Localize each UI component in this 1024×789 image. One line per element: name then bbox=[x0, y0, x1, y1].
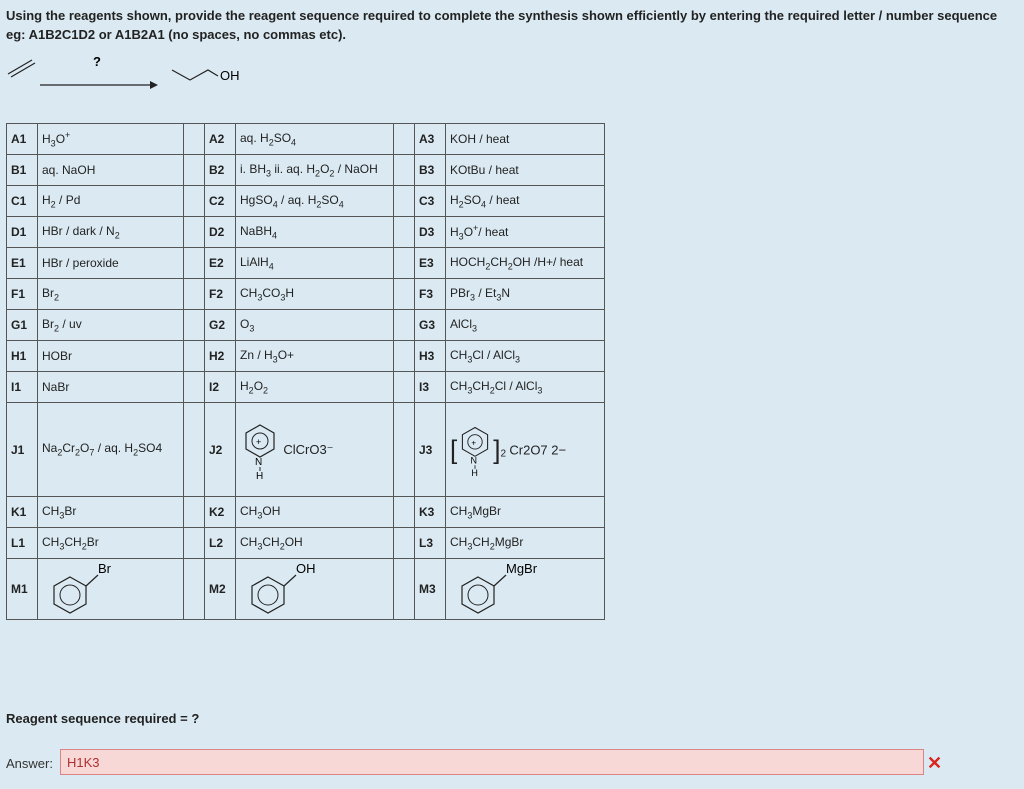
propanol-chain bbox=[172, 70, 218, 80]
table-row bbox=[7, 279, 605, 310]
reagent-code: I2 bbox=[205, 372, 236, 403]
svg-text:OH: OH bbox=[296, 561, 316, 576]
reagent-code: L1 bbox=[7, 528, 38, 559]
reagent-code: C3 bbox=[415, 186, 446, 217]
reagent-text: $HOCH_2CH_2OH$ /H+/ heat bbox=[446, 248, 605, 279]
reagent-text: NaBH$_4$ bbox=[236, 217, 394, 248]
reagent-text: $H_2SO_4$ / heat bbox=[446, 186, 605, 217]
table-row: M1 Br M2 OH M3 MgBr bbox=[7, 559, 605, 620]
svg-text:H: H bbox=[471, 467, 479, 478]
reagent-code: D2 bbox=[205, 217, 236, 248]
reagent-code: B2 bbox=[205, 155, 236, 186]
reagent-text: $Na_2Cr_2O_7$ / aq. $H_2SO4$ bbox=[38, 403, 184, 497]
reagent-text: $PBr_3 / Et_3N$ bbox=[446, 279, 605, 310]
reagent-code: B1 bbox=[7, 155, 38, 186]
reagent-text: $CH_3Br$ bbox=[38, 497, 184, 528]
reagent-text: $H_2$ / Pd bbox=[38, 186, 184, 217]
reagent-text: AlCl$_3$ bbox=[446, 310, 605, 341]
reagent-code: H3 bbox=[415, 341, 446, 372]
reagent-code: L3 bbox=[415, 528, 446, 559]
reagent-text: HBr / dark / $N_2$ bbox=[38, 217, 184, 248]
reagent-text: aq. $H_2SO_4$ bbox=[236, 124, 394, 155]
reagent-text: $H_3O^+$ bbox=[38, 124, 184, 155]
reagent-code: I3 bbox=[415, 372, 446, 403]
reagent-code: G2 bbox=[205, 310, 236, 341]
svg-text:H: H bbox=[256, 470, 264, 479]
incorrect-x-icon: ✕ bbox=[927, 753, 943, 773]
pyridinium-structure bbox=[457, 421, 493, 479]
reagent-code: K3 bbox=[415, 497, 446, 528]
table-row bbox=[7, 497, 605, 528]
svg-text:N: N bbox=[470, 455, 478, 465]
reagent-code: F2 bbox=[205, 279, 236, 310]
reagent-text: $CH_3OH$ bbox=[236, 497, 394, 528]
arrow-label: ? bbox=[93, 54, 101, 69]
reagent-code: B3 bbox=[415, 155, 446, 186]
reagent-code: I1 bbox=[7, 372, 38, 403]
reagent-text: $CH_3CH_2OH$ bbox=[236, 528, 394, 559]
benzene-structure bbox=[240, 561, 330, 617]
reagent-code: C2 bbox=[205, 186, 236, 217]
reagent-code: J1 bbox=[7, 403, 38, 497]
reagent-text: $CH_3CH_2Cl$ / AlCl$_3$ bbox=[446, 372, 605, 403]
reagent-code: G3 bbox=[415, 310, 446, 341]
reagent-text: KOH / heat bbox=[446, 124, 605, 155]
reagent-code: K1 bbox=[7, 497, 38, 528]
question-text: Using the reagents shown, provide the reagent sequence required to complete the synthesis shown efficiently by entering the required letter / number sequence eg: A1B2C1D2 or A1B2A1 (no spaces, no commas etc). bbox=[6, 8, 998, 42]
table-row bbox=[7, 248, 605, 279]
product-label: OH bbox=[220, 68, 240, 83]
reagent-code: D1 bbox=[7, 217, 38, 248]
reagent-text: $O_3$ bbox=[236, 310, 394, 341]
pyridinium-structure bbox=[240, 421, 280, 479]
reagent-code: G1 bbox=[7, 310, 38, 341]
reagent-text: NaBr bbox=[38, 372, 184, 403]
svg-text:+: + bbox=[256, 436, 262, 447]
reagent-text: aq. NaOH bbox=[38, 155, 184, 186]
reagent-code: A2 bbox=[205, 124, 236, 155]
reagent-code: A3 bbox=[415, 124, 446, 155]
table-row bbox=[7, 124, 605, 155]
table-row bbox=[7, 217, 605, 248]
reagent-code: F3 bbox=[415, 279, 446, 310]
reagent-code: D3 bbox=[415, 217, 446, 248]
reagent-text: HBr / peroxide bbox=[38, 248, 184, 279]
reagent-text: HgSO$_4$ / aq. $H_2SO_4$ bbox=[236, 186, 394, 217]
reagent-text: $H_2O_2$ bbox=[236, 372, 394, 403]
table-row: J1 $Na_2Cr_2O_7$ / aq. $H_2SO4$ J2 + N H ClCrO3⁻ J3 [ + N H ]$_2$ Cr2O7 2− bbox=[7, 403, 605, 497]
table-row bbox=[7, 186, 605, 217]
reagent-code: C1 bbox=[7, 186, 38, 217]
svg-text:MgBr: MgBr bbox=[506, 561, 538, 576]
reagent-text: $Br_2$ bbox=[38, 279, 184, 310]
table-row bbox=[7, 372, 605, 403]
reagent-code: H1 bbox=[7, 341, 38, 372]
reagent-text: $Br_2$ / uv bbox=[38, 310, 184, 341]
reaction-scheme bbox=[0, 52, 260, 102]
arrow-head bbox=[150, 81, 158, 89]
reagent-text: $Zn / H_3O+$ bbox=[236, 341, 394, 372]
reagent-code: A1 bbox=[7, 124, 38, 155]
sequence-prompt: Reagent sequence required = ? bbox=[6, 711, 200, 726]
reagent-text: LiAlH$_4$ bbox=[236, 248, 394, 279]
answer-input[interactable] bbox=[60, 749, 924, 775]
svg-text:Br: Br bbox=[98, 561, 111, 576]
reagent-text: $CH_3CH_2MgBr$ bbox=[446, 528, 605, 559]
reagent-text: $CH_3Cl$ / AlCl$_3$ bbox=[446, 341, 605, 372]
svg-text:+: + bbox=[471, 438, 477, 447]
reagents-table bbox=[6, 123, 605, 620]
reagent-code: F1 bbox=[7, 279, 38, 310]
benzene-structure bbox=[42, 561, 132, 617]
reagent-text: $CH_3MgBr$ bbox=[446, 497, 605, 528]
reagent-code: E1 bbox=[7, 248, 38, 279]
table-row bbox=[7, 155, 605, 186]
reagent-code: K2 bbox=[205, 497, 236, 528]
reagent-code: H2 bbox=[205, 341, 236, 372]
reagent-text: $H_3O^+/$ heat bbox=[446, 217, 605, 248]
reagent-code: E2 bbox=[205, 248, 236, 279]
reagent-text: HOBr bbox=[38, 341, 184, 372]
table-row bbox=[7, 341, 605, 372]
reagent-text: KOtBu / heat bbox=[446, 155, 605, 186]
answer-label: Answer: bbox=[6, 756, 53, 771]
reagent-code: E3 bbox=[415, 248, 446, 279]
reagent-code: L2 bbox=[205, 528, 236, 559]
reagent-text: $CH_3CO_3H$ bbox=[236, 279, 394, 310]
benzene-structure bbox=[450, 561, 540, 617]
table-row bbox=[7, 528, 605, 559]
table-row bbox=[7, 310, 605, 341]
reagent-text: i. $BH_3$ ii. aq. $H_2O_2$ / NaOH bbox=[236, 155, 394, 186]
svg-text:N: N bbox=[255, 456, 263, 468]
reagent-text: $CH_3CH_2Br$ bbox=[38, 528, 184, 559]
